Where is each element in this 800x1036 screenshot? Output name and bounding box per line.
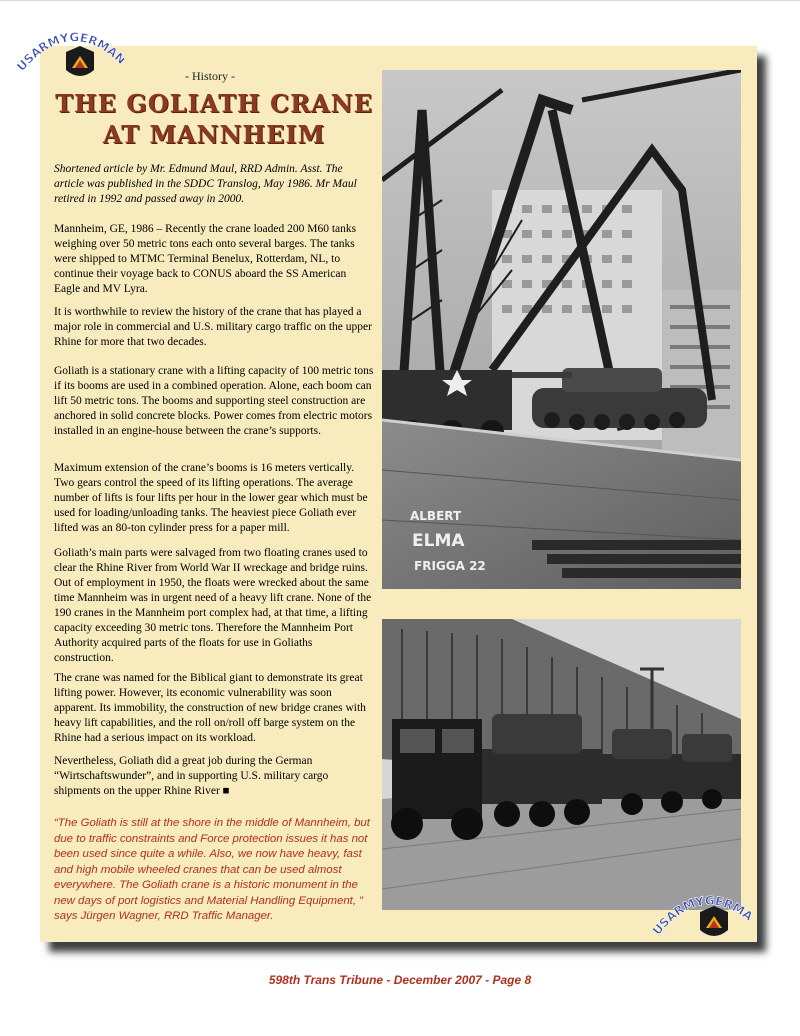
- logo-text-bottom: SARMYGERMA: [656, 893, 756, 931]
- paragraph-6: The crane was named for the Biblical giant to demonstrate its great lifting power. However, its economic vulnerability was soon apparent. Its immobility, the construction of new bridge cranes with heavy lift capabilities, and the roll on/roll off barge system on the Rhine had a serious impact on its workload.: [54, 672, 366, 744]
- page-footer: 598th Trans Tribune - December 2007 - Page 8: [268, 973, 532, 987]
- title-line-2: AT MANNHEIM: [102, 120, 326, 149]
- paragraph-1: Mannheim, GE, 1986 – Recently the crane loaded 200 M60 tanks weighing over 50 metric tons each onto several barges. The tanks were shipped to MTMC Terminal Benelux, Rotterdam, NL, to continue their voyage back to CONUS aboard the SS American Eagle and MV Lyra.: [54, 223, 357, 295]
- patch-icon: [700, 906, 728, 936]
- convoy-photo: [382, 619, 741, 910]
- paragraph-3: Goliath is a stationary crane with a lifting capacity of 100 metric tons if its booms are used in a combined operation. Alone, each boom can lift 50 metric tons. The booms and supporting steel construction are anchored in solid concrete blocks. Power comes from electric motors installed in an engine-house between the crane’s supports.: [54, 365, 374, 437]
- article-title: [54, 88, 374, 150]
- paragraph-2: It is worthwhile to review the history of the crane that has played a major role in commercial and U.S. military cargo traffic on the upper Rhine for more that two decades.: [54, 306, 372, 348]
- site-logo-bottom: [652, 886, 762, 946]
- paragraph-7: Nevertheless, Goliath did a great job during the German “Wirtschaftswunder”, and in supporting U.S. military cargo shipments on the upper Rhine River ■: [54, 755, 329, 797]
- title-line-1: THE GOLIATH CRANE: [55, 89, 373, 118]
- section-label: - History -: [185, 69, 235, 83]
- paragraph-4: Maximum extension of the crane’s booms is 16 meters vertically. Two gears control the speed of its lifting operations. The average number of lifts is four lifts per hour in the lower gear which must be used for loading/unloading tanks. The heaviest piece Goliath ever lifted was an 80-ton cylinder press for a paper mill.: [54, 462, 368, 534]
- graffiti-1: ALBERT: [410, 509, 462, 523]
- logo-text: USARMYGERMA: [14, 30, 121, 74]
- top-divider: [0, 0, 800, 1]
- crane-photo: [382, 70, 741, 589]
- patch-icon: [66, 46, 94, 76]
- graffiti-3: FRIGGA 22: [414, 559, 486, 573]
- graffiti-2: ELMA: [412, 531, 465, 551]
- closing-quote: “The Goliath is still at the shore in the middle of Mannheim, but due to traffic constraints and Force protection issues it has not been used since quite a while. Also, we now have heavy, fast and high mobile wheeled cranes that can be used almost everywhere. The Goliath crane is a historic monument in the new days of port logistics and Material Handling Equipment, ” says Jürgen Wagner, RRD Traffic Manager.: [54, 817, 370, 922]
- site-logo-top: [14, 22, 124, 82]
- article-intro: Shortened article by Mr. Edmund Maul, RRD Admin. Asst. The article was published in the SDDC Translog, May 1986. Mr Maul retired in 1992 and passed away in 2000.: [54, 163, 357, 205]
- paragraph-5: Goliath’s main parts were salvaged from two floating cranes used to clear the Rhine River from World War II wreckage and bridge ruins. Out of employment in 1950, the floats were wrecked about the same time Mannheim was in urgent need of a heavy lift crane. None of the 190 cranes in the Mannheim port complex had, at that time, a lifting capacity exceeding 30 metric tons. Therefore the Mannheim Port Authority acquired parts of the floats for use in Goliaths construction.: [54, 547, 372, 664]
